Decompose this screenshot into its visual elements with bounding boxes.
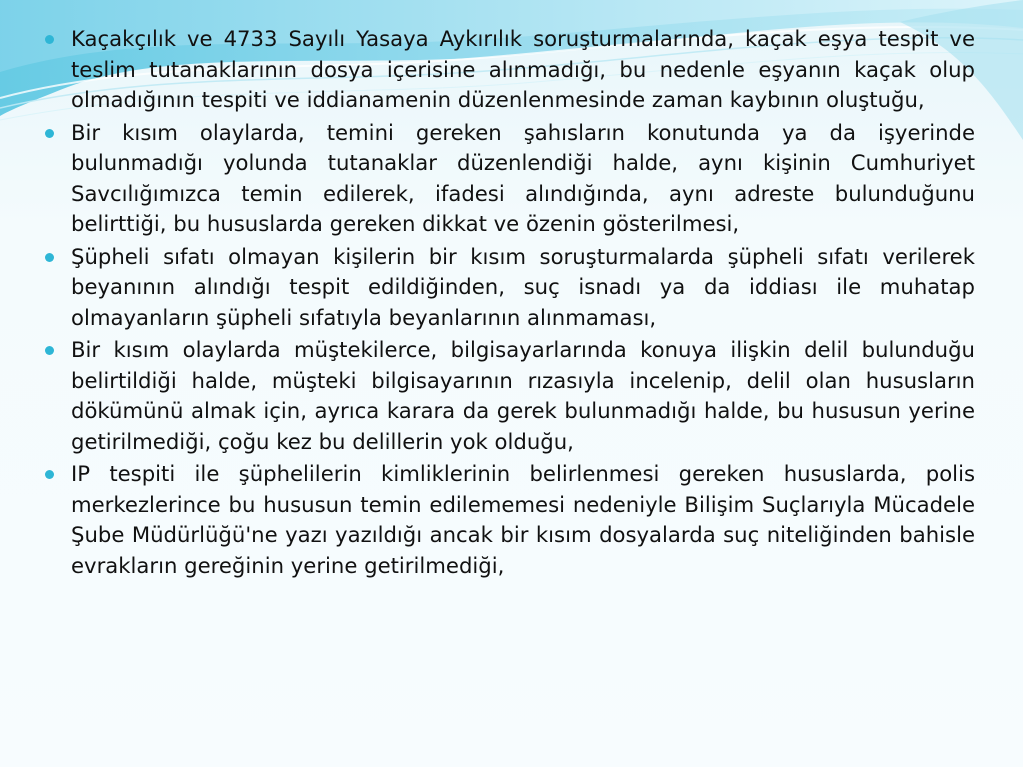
bullet-icon <box>45 129 54 138</box>
list-item <box>44 459 975 581</box>
list-item <box>44 24 975 116</box>
list-item <box>44 335 975 457</box>
bullet-text: Bir kısım olaylarda, temini gereken şahısların konutunda ya da işyerinde bulunmadığı yolunda tutanaklar düzenlendiği halde, aynı kişinin Cumhuriyet Savcılığımızca temin edilerek, ifadesi alındığında, aynı adreste bulunduğunu belirttiği, bu hususlarda gereken dikkat ve özenin gösterilmesi, <box>71 119 975 236</box>
bullet-text: Bir kısım olaylarda müştekilerce, bilgisayarlarında konuya ilişkin delil bulunduğu belirtildiği halde, müşteki bilgisayarının rızasıyla incelenip, delil olan hususların dökümünü almak için, ayrıca karara da gerek bulunmadığı halde, bu hususun yerine getirilmediği, çoğu kez bu delillerin yok olduğu, <box>71 337 975 454</box>
list-item <box>44 242 975 334</box>
slide-content <box>44 24 975 583</box>
bullet-icon <box>45 35 54 44</box>
bullet-icon <box>45 346 54 355</box>
bullet-icon <box>45 470 54 479</box>
bullet-icon <box>45 253 54 262</box>
bullet-text: Kaçakçılık ve 4733 Sayılı Yasaya Aykırılık soruşturmalarında, kaçak eşya tespit ve teslim tutanaklarının dosya içerisine alınmadığı, bu nedenle eşyanın kaçak olup olmadığının tespiti ve iddianamenin düzenlenmesinde zaman kaybının oluştuğu, <box>71 26 975 112</box>
bullet-text: IP tespiti ile şüphelilerin kimliklerinin belirlenmesi gereken hususlarda, polis merkezlerince bu hususun temin edilememesi nedeniyle Bilişim Suçlarıyla Mücadele Şube Müdürlüğü'ne yazı yazıldığı ancak bir kısım dosyalarda suç niteliğinden bahisle evrakların gereğinin yerine getirilmediği, <box>71 461 975 578</box>
list-item <box>44 118 975 240</box>
bullet-text: Şüpheli sıfatı olmayan kişilerin bir kısım soruşturmalarda şüpheli sıfatı verilerek beyanının alındığı tespit edildiğinden, suç isnadı ya da iddiası ile muhatap olmayanların şüpheli sıfatıyla beyanlarının alınmaması, <box>71 243 975 330</box>
bullet-list <box>44 24 975 581</box>
